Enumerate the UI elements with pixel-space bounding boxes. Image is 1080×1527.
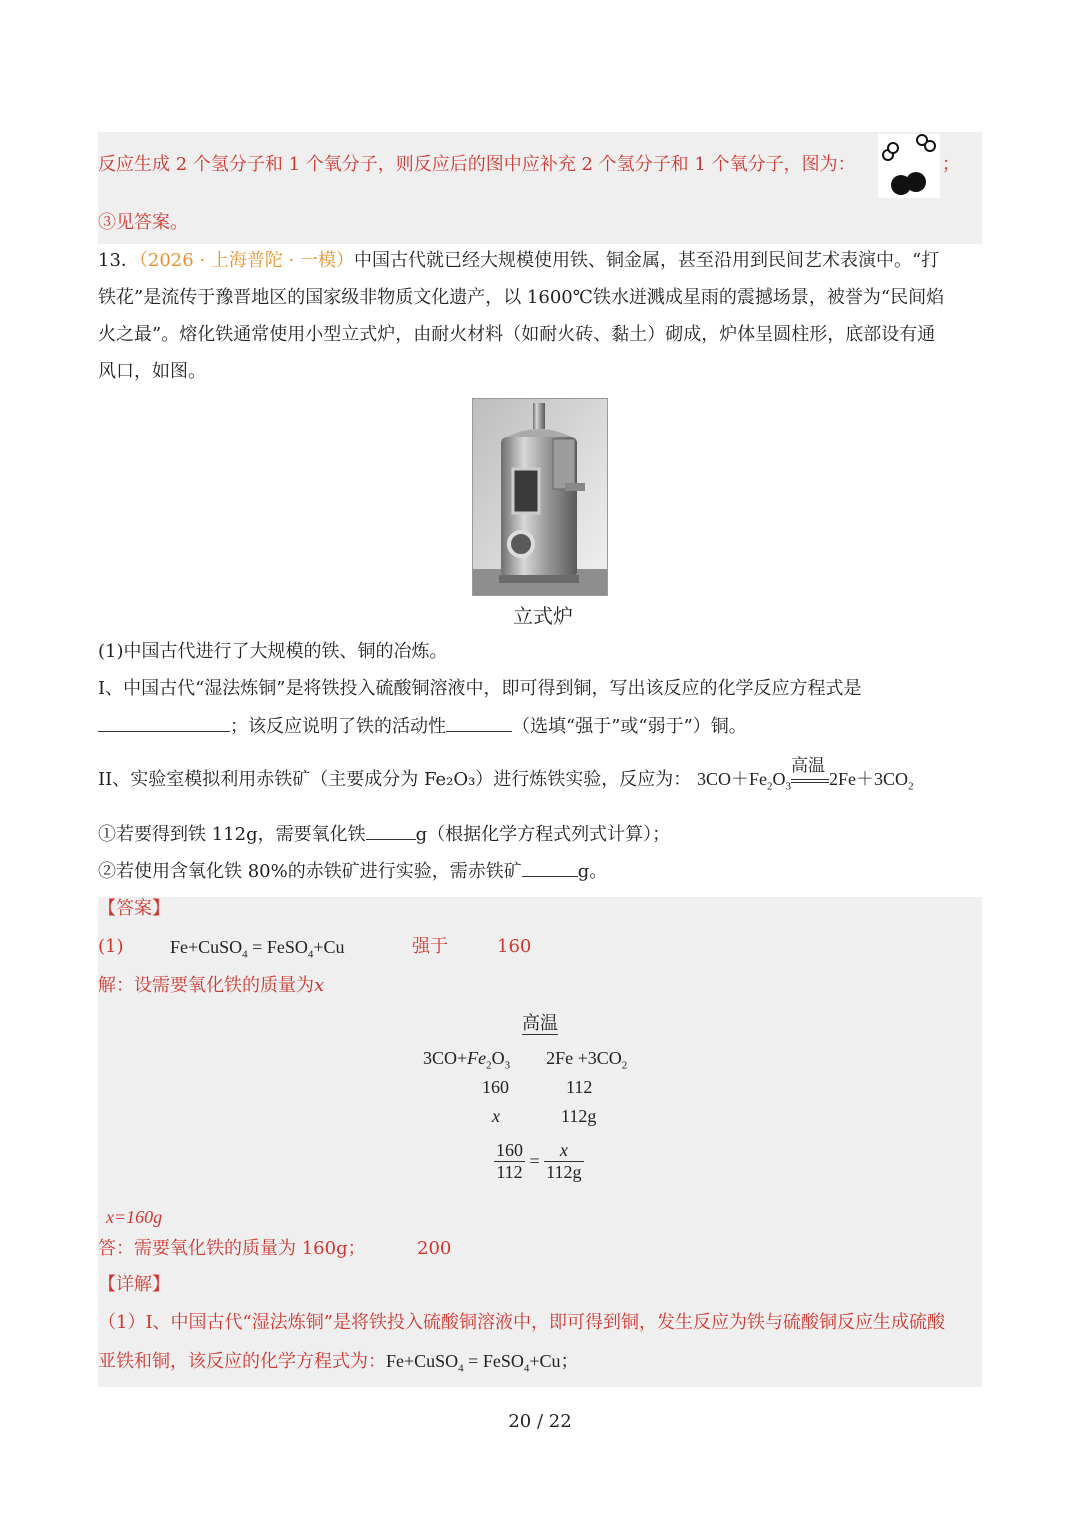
detail-line2: 亚铁和铜，该反应的化学方程式为：Fe+CuSO$_4$ = FeSO$_4$+Cu； <box>98 1351 579 1375</box>
question-stem-2: 铁花”是流传于豫晋地区的国家级非物质文化遗产，以 1600℃铁水迸溅成星雨的震撼场景，被誉为“民间焰 <box>98 287 945 308</box>
question-stem-4: 风口，如图。 <box>98 361 206 382</box>
molecule-diagram <box>878 134 940 198</box>
result-line: x=160g <box>106 1207 163 1227</box>
detail-line1: （1）I、中国古代“湿法炼铜”是将铁投入硫酸铜溶液中，即可得到铜，发生反应为铁与硫酸铜反应生成硫酸 <box>98 1312 945 1333</box>
condition-high-temp: 高温 <box>791 755 826 775</box>
furnace-svg <box>473 399 607 595</box>
detail-equation: Fe+CuSO$_4$ = FeSO$_4$+Cu； <box>386 1351 579 1375</box>
prev-answer-line1-end: ； <box>942 154 960 175</box>
answer-line-1: (1) <box>98 936 124 957</box>
blank-activity[interactable] <box>446 713 512 732</box>
part2-line: II、实验室模拟利用赤铁矿（主要成分为 Fe₂O₃）进行炼铁实验，反应为： $3CO+Fe_2O_3$ 高温 $2Fe+3CO_2$ <box>98 766 914 800</box>
detail-header: 【详解】 <box>98 1274 170 1295</box>
part1-title: (1)中国古代进行了大规模的铁、铜的冶炼。 <box>98 641 448 662</box>
fraction-left: $\frac{160}{112}$ <box>496 1140 523 1182</box>
calc-m160: 160 <box>482 1077 509 1097</box>
answer-mass: 160 <box>497 936 532 957</box>
page-number: 20 / 22 <box>508 1411 572 1432</box>
part1-i: I、中国古代“湿法炼铜”是将铁投入硫酸铜溶液中，即可得到铜，写出该反应的化学反应方程式是 <box>98 678 862 699</box>
calc-m112g: 112g <box>561 1106 597 1126</box>
calc-mx: x <box>492 1106 500 1126</box>
calc-m112: 112 <box>566 1077 593 1097</box>
figure-caption: 立式炉 <box>513 604 573 628</box>
question-stem-3: 火之最”。熔化铁通常使用小型立式炉，由耐火材料（如耐火砖、黏土）砌成，炉体呈圆柱形，底部设有通 <box>98 324 936 345</box>
prev-answer-line1: 反应生成 2 个氢分子和 1 个氧分子，则反应后的图中应补充 2 个氢分子和 1 个氧分子，图为： <box>98 154 856 175</box>
final-answer: 答：需要氧化铁的质量为 160g； <box>98 1238 366 1259</box>
calc-condition: 高温 <box>522 1013 558 1033</box>
calc-proportion: $\frac{160}{112}$ = $\frac{x}{112g}$ <box>496 1140 582 1182</box>
question-stem-1: 13．（2026 · 上海普陀 · 一模）中国古代就已经大规模使用铁、铜金属，甚至沿用到民间艺术表演中。“打 <box>98 250 940 271</box>
solve-line: 解：设需要氧化铁的质量为x <box>98 975 325 996</box>
answer-activity: 强于 <box>412 936 448 957</box>
part2-equation: $3CO+Fe_2O_3$ 高温 $2Fe+3CO_2$ <box>697 769 914 789</box>
blank-q1[interactable] <box>366 821 416 840</box>
answer-equation: Fe+CuSO$_4$ = FeSO$_4$+Cu <box>170 937 345 961</box>
question-number: 13． <box>98 250 139 271</box>
furnace-image <box>472 398 608 596</box>
prev-answer-line2: ③见答案。 <box>98 212 188 233</box>
blank-q2[interactable] <box>522 858 578 877</box>
calc-equation: $3CO+Fe_2O_3$ $2Fe +3CO_2$ <box>423 1048 628 1072</box>
fraction-right: $\frac{x}{112g}$ <box>546 1140 582 1182</box>
sub-question-1: ①若要得到铁 112g，需要氧化铁 g（根据化学方程式列式计算）； <box>98 821 670 848</box>
final-answer-2: 200 <box>417 1238 452 1259</box>
molecule-svg <box>878 134 940 198</box>
question-source: （2026 · 上海普陀 · 一模） <box>138 250 355 271</box>
prev-answer-block <box>98 132 982 244</box>
sub-question-2: ②若使用含氧化铁 80%的赤铁矿进行实验，需赤铁矿 g。 <box>98 858 607 885</box>
part1-i-line2: ；该反应说明了铁的活动性 （选填“强于”或“弱于”）铜。 <box>98 713 747 740</box>
answer-header: 【答案】 <box>98 898 170 919</box>
blank-equation[interactable] <box>98 713 230 732</box>
